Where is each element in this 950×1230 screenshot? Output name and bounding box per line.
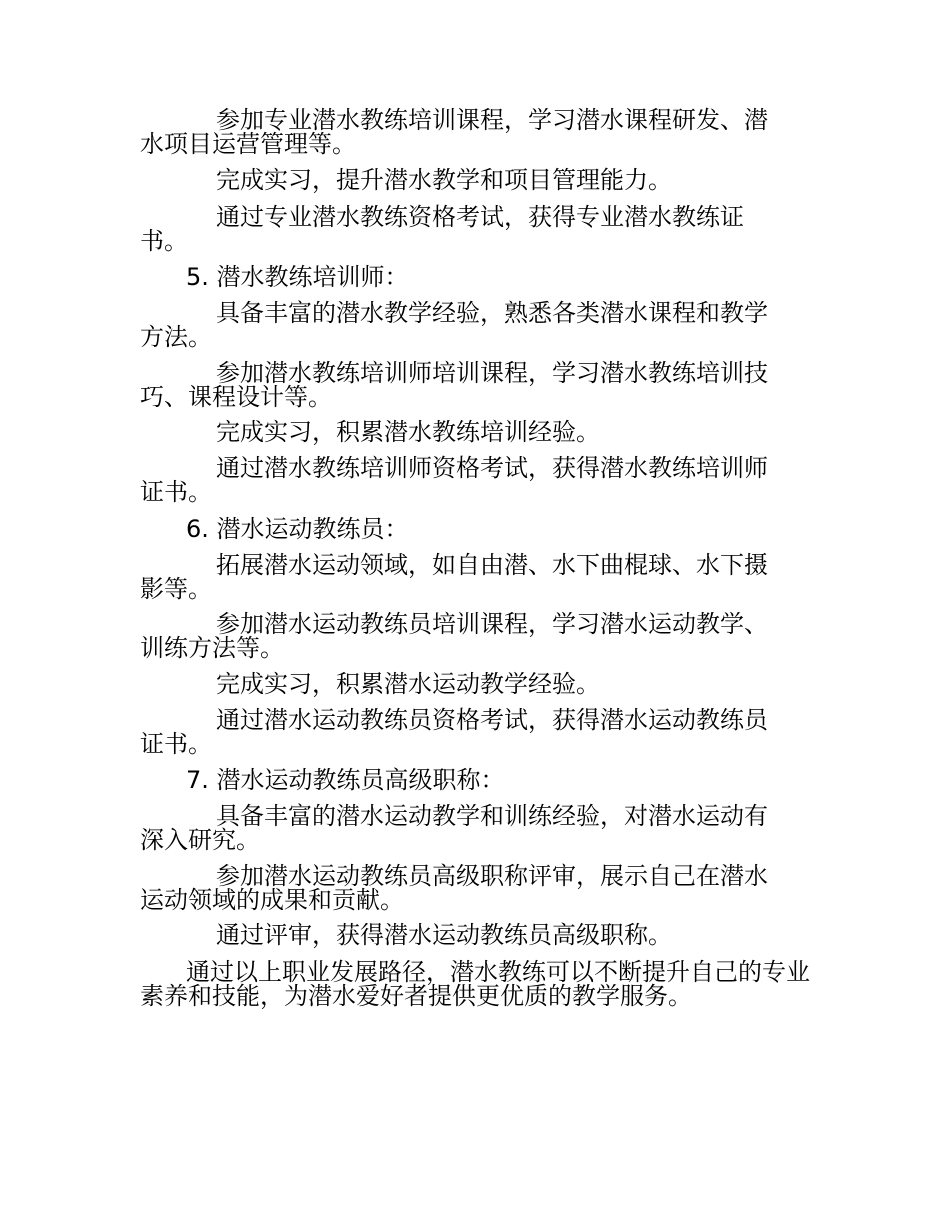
section-heading: 5. 潜水教练培训师： xyxy=(186,263,409,291)
section-heading: 6. 潜水运动教练员： xyxy=(186,515,409,543)
section-heading: 7. 潜水运动教练员高级职称： xyxy=(186,766,505,794)
paragraph-item: 通过潜水教练培训师资格考试，获得潜水教练培训师证书。 xyxy=(140,454,768,506)
paragraph-item: 拓展潜水运动领域，如自由潜、水下曲棍球、水下摄影等。 xyxy=(140,551,768,603)
paragraph-item: 通过专业潜水教练资格考试，获得专业潜水教练证书。 xyxy=(140,203,744,255)
paragraph-item: 通过评审，获得潜水运动教练员高级职称。 xyxy=(216,921,672,949)
paragraph-item: 通过潜水运动教练员资格考试，获得潜水运动教练员证书。 xyxy=(140,706,768,758)
closing-paragraph: 通过以上职业发展路径，潜水教练可以不断提升自己的专业素养和技能，为潜水爱好者提供更优质的教学服务。 xyxy=(140,958,810,1010)
paragraph-item: 参加潜水运动教练员高级职称评审，展示自己在潜水运动领域的成果和贡献。 xyxy=(140,862,768,914)
paragraph-item: 参加潜水教练培训师培训课程，学习潜水教练培训技巧、课程设计等。 xyxy=(140,359,768,411)
paragraph-item: 具备丰富的潜水教学经验，熟悉各类潜水课程和教学方法。 xyxy=(140,299,768,351)
paragraph-item: 参加潜水运动教练员培训课程，学习潜水运动教学、训练方法等。 xyxy=(140,610,768,662)
paragraph-item: 完成实习，积累潜水运动教学经验。 xyxy=(216,670,600,698)
paragraph-item: 完成实习，积累潜水教练培训经验。 xyxy=(216,418,600,446)
paragraph-item: 参加专业潜水教练培训课程，学习潜水课程研发、潜水项目运营管理等。 xyxy=(140,106,768,158)
paragraph-item: 完成实习，提升潜水教学和项目管理能力。 xyxy=(216,166,672,194)
paragraph-item: 具备丰富的潜水运动教学和训练经验，对潜水运动有深入研究。 xyxy=(140,802,768,854)
